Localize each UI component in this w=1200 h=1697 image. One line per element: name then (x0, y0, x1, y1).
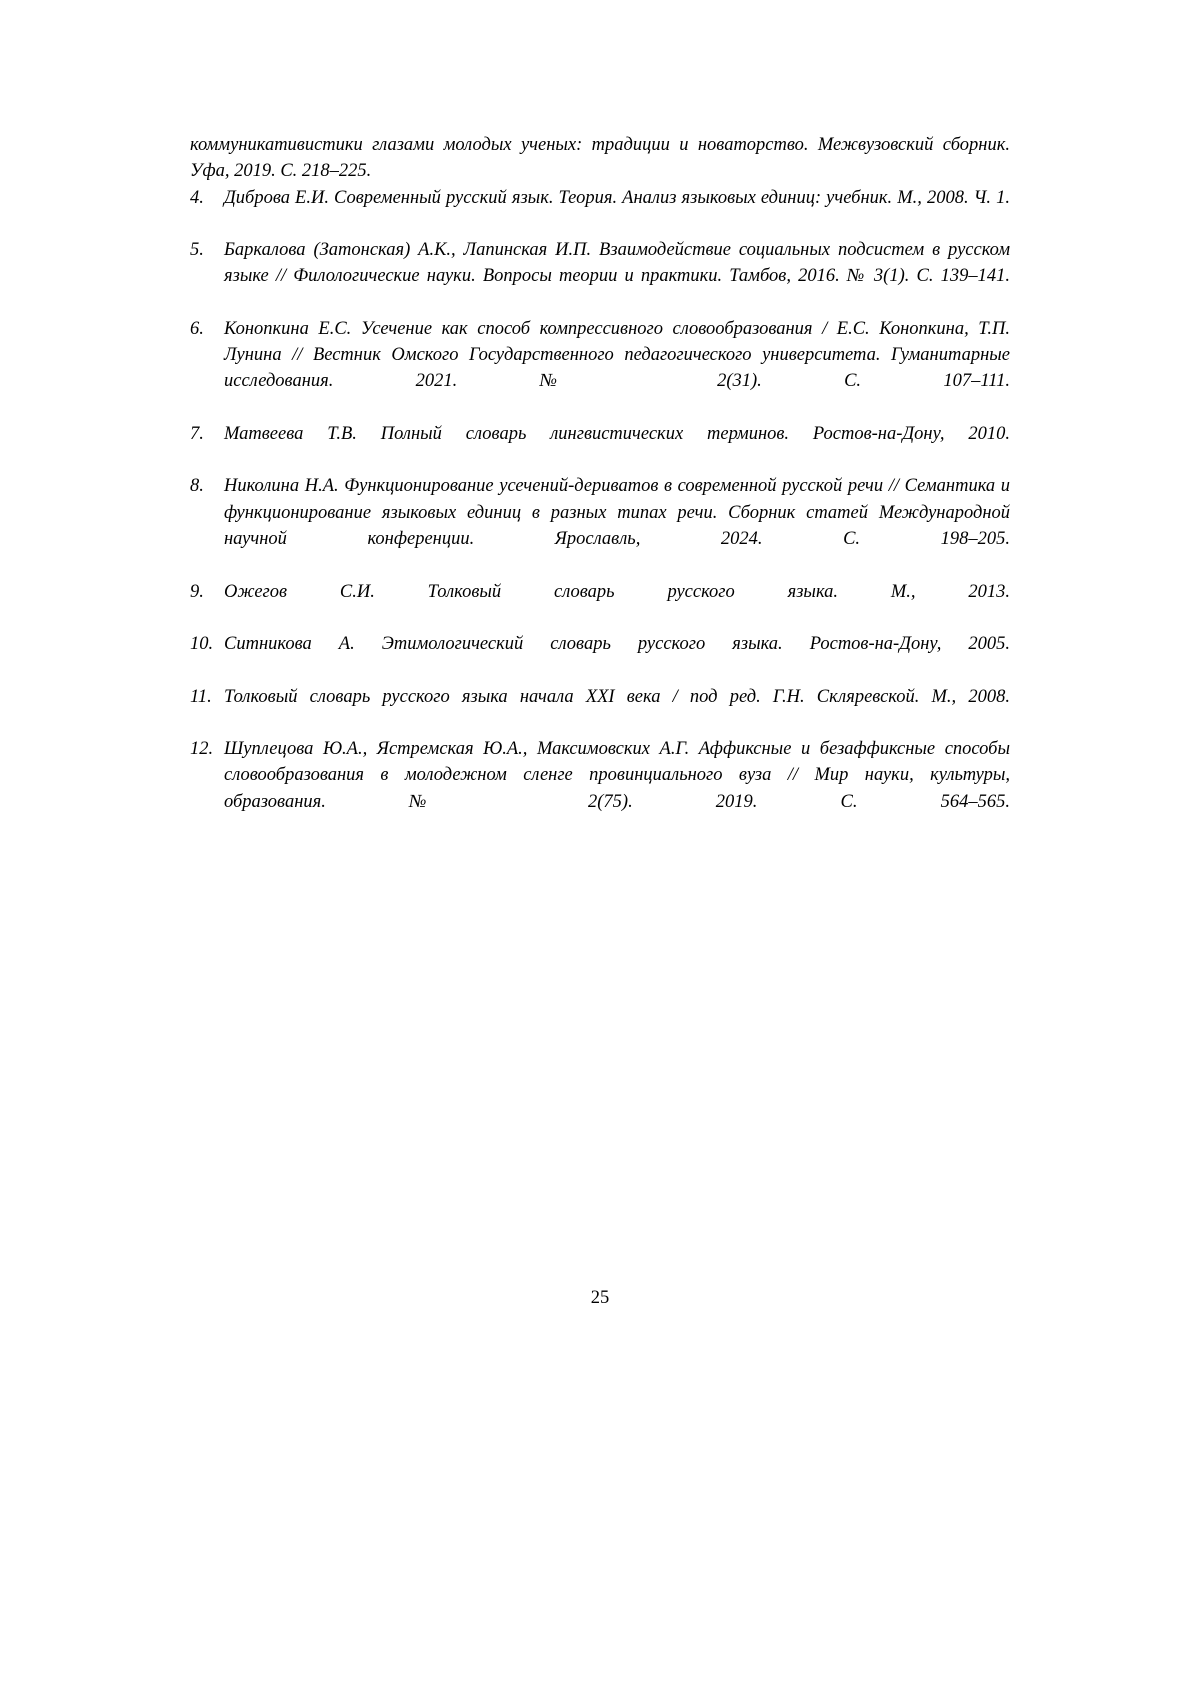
reference-number: 10. (190, 634, 214, 655)
reference-text: Ситникова А. Этимологический словарь русского языка. Ростов-на-Дону, 2005. (224, 634, 1010, 655)
reference-number: 6. (190, 318, 204, 339)
reference-entry (190, 473, 1010, 578)
reference-entry (190, 736, 1010, 841)
reference-text: Баркалова (Затонская) А.К., Лапинская И.П. Взаимодействие социальных подсистем в русском языке // Филологические науки. Вопросы теории и практики. Тамбов, 2016. № 3(1). С. 139–141. (224, 240, 1010, 287)
reference-text: Николина Н.А. Функционирование усечений-дериватов в современной русской речи // Семантика и функционирование языковых единиц в разных типах речи. Сборник статей Международной научной конференции. Ярославль, 2024. С. 198–205. (224, 476, 1010, 549)
page-number: 25 (590, 1288, 610, 1308)
reference-entry (190, 237, 1010, 316)
reference-text: Матвеева Т.В. Полный словарь лингвистических терминов. Ростов-на-Дону, 2010. (224, 423, 1010, 444)
reference-text: Шуплецова Ю.А., Ястремская Ю.А., Максимовских А.Г. Аффиксные и безаффиксные способы словообразования в молодежном сленге провинциального вуза // Мир науки, культуры, образования. № 2(75). 2019. С. 564–565. (224, 739, 1010, 812)
reference-number: 12. (190, 739, 214, 760)
reference-number: 11. (190, 686, 212, 707)
reference-entry (190, 316, 1010, 421)
page-body (190, 132, 1010, 841)
reference-entry (190, 579, 1010, 632)
reference-text: Толковый словарь русского языка начала XXI века / под ред. Г.Н. Скляревской. М., 2008. (224, 686, 1010, 707)
reference-list (190, 185, 1010, 842)
reference-entry (190, 421, 1010, 474)
reference-number: 4. (190, 187, 204, 208)
reference-number: 8. (190, 476, 204, 497)
reference-number: 5. (190, 240, 204, 261)
reference-entry (190, 631, 1010, 684)
continued-paragraph: коммуникативистики глазами молодых ученых: традиции и новаторство. Межвузовский сборник. Уфа, 2019. С. 218–225. (190, 135, 1010, 182)
reference-text: Диброва Е.И. Современный русский язык. Теория. Анализ языковых единиц: учебник. М., 2008. Ч. 1. (224, 187, 1010, 208)
reference-entry (190, 684, 1010, 737)
reference-text: Ожегов С.И. Толковый словарь русского языка. М., 2013. (224, 581, 1010, 602)
reference-text: Конопкина Е.С. Усечение как способ компрессивного словообразования / Е.С. Конопкина, Т.П. Лунина // Вестник Омского Государственного педагогического университета. Гуманитарные исследования. 2021. № 2(31). С. 107–111. (224, 318, 1010, 392)
reference-number: 9. (190, 581, 204, 602)
reference-entry (190, 185, 1010, 238)
reference-number: 7. (190, 423, 204, 444)
